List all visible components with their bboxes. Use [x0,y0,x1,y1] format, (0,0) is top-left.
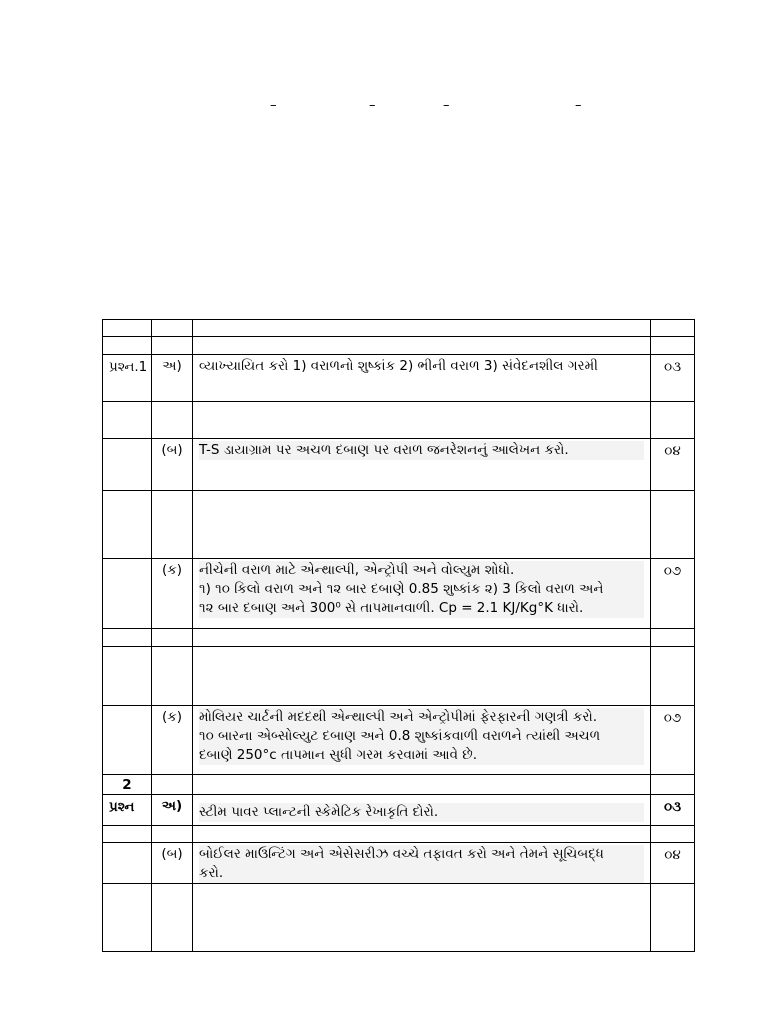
table-row [103,491,695,559]
question-number [103,884,152,952]
question-line: ૧૦ બારના એબ્સોલ્યુટ દબાણ અને 0.8 શુષ્કાંકવાળી વરાળને ત્યાંથી અચળ [199,727,644,746]
question-line: ૧) ૧૦ કિલો વરાળ અને ૧૨ બાર દબાણે 0.85 શુષ્કાંક ૨) 3 કિલો વરાળ અને [199,580,644,599]
sub-question-label: અ) [152,795,193,826]
question-text [193,775,651,795]
sub-question-label [152,884,193,952]
question-line: નીચેની વરાળ માટે એન્થાલ્પી, એન્ટ્રોપી અને વોલ્યુમ શોધો. [199,561,644,580]
question-text [193,355,651,402]
header-dash: – [369,98,376,113]
sub-question-label: (ક) [152,559,193,629]
marks [651,647,695,706]
question-line: વ્યાખ્યાયિત કરો 1) વરાળનો શુષ્કાંક 2) ભીની વરાળ 3) સંવેદનશીલ ગરમી [199,358,599,374]
header-dash: – [443,98,450,113]
sub-question-label [152,629,193,647]
question-text [193,337,651,355]
question-number: પ્રશ્ન [103,795,152,826]
question-number [103,647,152,706]
question-number [103,629,152,647]
marks: ૦૪ [651,843,695,884]
question-line: સ્ટીમ પાવર પ્લાન્ટની સ્કેમેટિક રેખાકૃતિ દોરો. [199,803,644,822]
marks: ૦૩ [651,355,695,402]
marks: ૦૭ [651,706,695,775]
question-text [193,884,651,952]
sub-question-label: અ) [152,355,193,402]
sub-question-label [152,647,193,706]
question-number [103,337,152,355]
sub-question-label: (ક) [152,706,193,775]
table-row [103,337,695,355]
marks [651,775,695,795]
sub-question-label [152,826,193,843]
question-table [102,319,695,952]
question-text [193,402,651,439]
table-row [103,826,695,843]
question-number [103,491,152,559]
table-row [103,402,695,439]
question-number [103,402,152,439]
sub-question-label [152,320,193,337]
marks: ૦૪ [651,439,695,491]
question-line: કરો. [199,864,644,883]
question-text [193,629,651,647]
marks [651,884,695,952]
question-number [103,826,152,843]
sub-question-label [152,337,193,355]
table-row [103,706,695,775]
question-text [193,320,651,337]
table-row [103,320,695,337]
question-text [193,843,651,884]
table-row [103,439,695,491]
question-number: 2 [103,775,152,795]
table-row [103,884,695,952]
header-dashes [0,98,768,118]
question-text [193,706,651,775]
marks [651,337,695,355]
question-line: દબાણે 250°c તાપમાન સુધી ગરમ કરવામાં આવે છે. [199,746,644,765]
marks [651,491,695,559]
sub-question-label [152,402,193,439]
question-text [193,647,651,706]
question-number [103,706,152,775]
question-line: ૧૨ બાર દબાણ અને 300⁰ સે તાપમાનવાળી. Cp = 2.1 KJ/Kg°K ધારો. [199,599,644,618]
marks [651,629,695,647]
sub-question-label: (બ) [152,439,193,491]
table-row [103,355,695,402]
table-row [103,775,695,795]
question-text [193,826,651,843]
question-line: T-S ડાયાગ્રામ પર અચળ દબાણ પર વરાળ જનરેશનનું આલેખન કરો. [199,441,644,460]
table-row [103,647,695,706]
sub-question-label: (બ) [152,843,193,884]
question-text [193,559,651,629]
question-text [193,795,651,826]
question-line: મોલિયર ચાર્ટની મદદથી એન્થાલ્પી અને એન્ટ્રોપીમાં ફેરફારની ગણત્રી કરો. [199,708,644,727]
header-dash: – [270,98,277,113]
question-number: પ્રશ્ન.1 [103,355,152,402]
table-row [103,559,695,629]
question-number [103,439,152,491]
table-row [103,843,695,884]
question-number [103,559,152,629]
question-text [193,491,651,559]
sub-question-label [152,775,193,795]
marks [651,826,695,843]
table-row [103,795,695,826]
question-text [193,439,651,491]
marks: ૦૩ [651,795,695,826]
table-row [103,629,695,647]
question-number [103,320,152,337]
marks: ૦૭ [651,559,695,629]
question-number [103,843,152,884]
marks [651,402,695,439]
sub-question-label [152,491,193,559]
question-line: બોઈલર માઉન્ટિંગ અને એસેસરીઝ વચ્ચે તફાવત કરો અને તેમને સૂચિબદ્ધ [199,845,644,864]
header-dash: – [575,98,582,113]
marks [651,320,695,337]
